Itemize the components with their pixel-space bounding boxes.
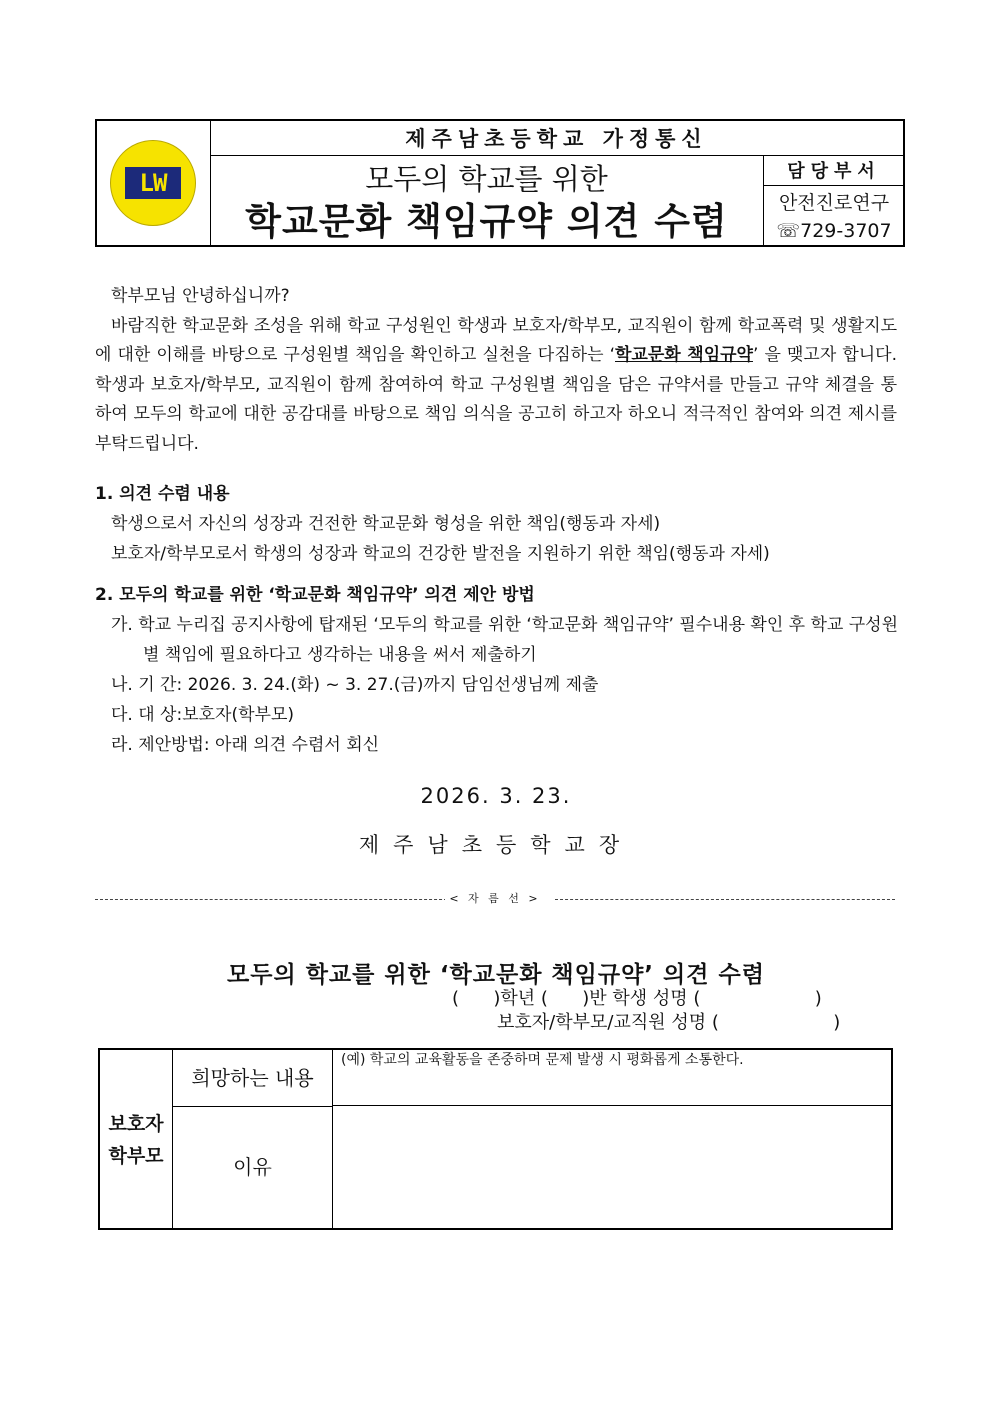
role-line2: 학부모 — [108, 1145, 164, 1167]
section1-heading: 1. 의견 수렴 내용 — [95, 484, 230, 504]
section-proposal-method — [95, 580, 905, 760]
intro-paragraph — [95, 282, 897, 459]
department-label: 담당부서 — [764, 156, 904, 186]
section1-item: 보호자/학부모로서 학생의 성장과 학교의 건강한 발전을 지원하기 위한 책임(행동과 자세) — [111, 544, 770, 564]
school-logo-mark: LW — [125, 167, 181, 199]
page-subtitle: 모두의 학교를 위한 — [365, 162, 608, 196]
hope-label: 희망하는 내용 — [173, 1050, 333, 1107]
section2-item-b: 나. 기 간: 2026. 3. 24.(화) ~ 3. 27.(금)까지 담임선생님께 제출 — [111, 675, 599, 695]
main-title-area — [210, 156, 763, 245]
greeting-text: 학부모님 안녕하십니까? — [111, 286, 290, 306]
section2-heading: 2. 모두의 학교를 위한 ‘학교문화 책임규약’ 의견 제안 방법 — [95, 585, 535, 605]
department-box — [763, 156, 904, 245]
greeting — [95, 282, 897, 312]
role-cell — [100, 1050, 173, 1228]
section2-item-d: 라. 제안방법: 아래 의견 수렴서 회신 — [111, 735, 380, 755]
school-notice-title: 제주남초등학교 가정통신 — [210, 121, 903, 156]
department-phone: ☏729-3707 — [776, 220, 892, 242]
section1-item: 학생으로서 자신의 성장과 건전한 학교문화 형성을 위한 책임(행동과 자세) — [111, 514, 661, 534]
guardian-name-line[interactable]: 보호자/학부모/교직원 성명 ( ) — [497, 1012, 841, 1033]
section2-item-a: 가. 학교 누리집 공지사항에 탑재된 ‘모두의 학교를 위한 ‘학교문화 책임규약’ 필수내용 확인 후 학교 구성원 — [111, 615, 898, 635]
section2-item-c: 다. 대 상:보호자(학부모) — [111, 705, 295, 725]
logo-cell — [97, 121, 211, 245]
form-title: 모두의 학교를 위한 ‘학교문화 책임규약’ 의견 수렴 — [227, 962, 765, 988]
department-name: 안전진로연구 — [778, 192, 890, 214]
intro-body-before: 바람직한 학교문화 조성을 위해 학교 구성원인 학생과 보호자/학부모, 교직원이 함께 학교폭력 및 생활지도에 대한 이해를 바탕으로 구성원별 책임을 확인하고 실천을 다짐하는 ‘ — [95, 315, 897, 365]
intro-emphasis: 학교문화 책임규약 — [615, 345, 753, 365]
reason-label: 이유 — [173, 1107, 333, 1228]
intro-body-after: ’ 을 맺고자 합니다. 학생과 보호자/학부모, 교직원이 함께 참여하여 학교 구성원별 책임을 담은 규약서를 만들고 규약 체결을 통하여 모두의 학교에 대한 공감대를 바탕으로 책임 의식을 공고히 하고자 하오니 적극적인 참여와 의견 제시를 부탁드립니다. — [95, 345, 898, 454]
section2-item-a-cont: 별 책임에 필요하다고 생각하는 내용을 써서 제출하기 — [143, 645, 537, 665]
hope-example: (예) 학교의 교육활동을 존중하며 문제 발생 시 평화롭게 소통한다. — [341, 1052, 744, 1068]
hope-input[interactable] — [333, 1050, 891, 1106]
cut-line — [95, 891, 895, 907]
page-title: 학교문화 책임규약 의견 수렴 — [245, 200, 728, 243]
intro-body — [95, 312, 897, 460]
role-line1: 보호자 — [108, 1113, 164, 1135]
issue-date: 2026. 3. 23. — [420, 784, 572, 808]
newsletter-header — [95, 119, 905, 247]
school-logo — [110, 140, 196, 226]
student-info-line[interactable]: ( )학년 ( )반 학생 성명 ( ) — [452, 988, 822, 1009]
opinion-table — [98, 1048, 893, 1230]
section-opinion-content — [95, 479, 905, 569]
cut-label: < 자 름 선 > — [445, 892, 544, 905]
principal-signature: 제주남초등학교장 — [358, 833, 634, 857]
reason-input[interactable] — [333, 1107, 891, 1228]
